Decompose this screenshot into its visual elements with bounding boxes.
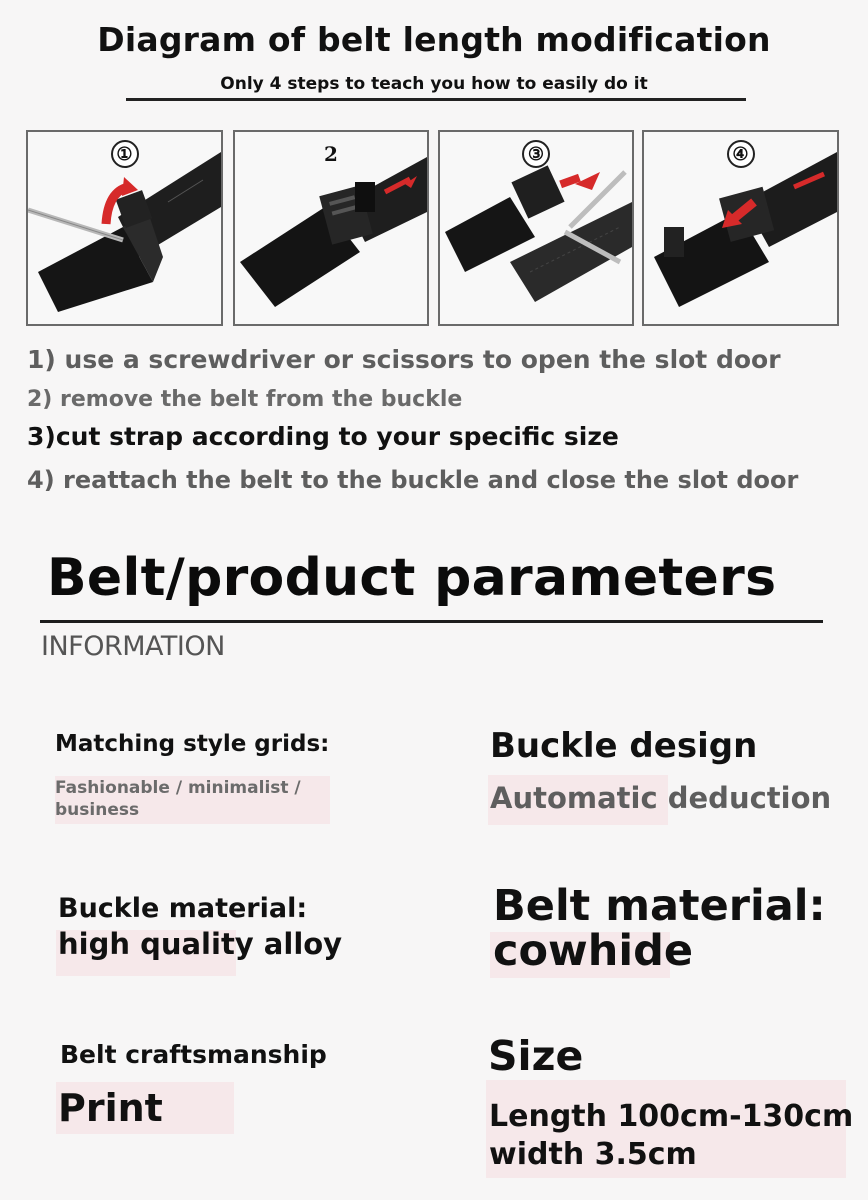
step-panel-4 — [642, 130, 839, 326]
buckle-design-label: Buckle design — [490, 726, 758, 766]
belt-material-value: cowhide — [493, 926, 694, 976]
matching-style-label: Matching style grids: — [55, 731, 330, 757]
matching-style-value-line1: Fashionable / minimalist / — [55, 778, 301, 798]
step-number-2: 2 — [324, 142, 338, 166]
instruction-step-1: 1) use a screwdriver or scissors to open the slot door — [27, 345, 781, 374]
size-length: Length 100cm-130cm — [489, 1099, 854, 1134]
buckle-material-value: high quality alloy — [58, 927, 343, 961]
step-panel-3 — [438, 130, 634, 326]
instruction-step-2: 2) remove the belt from the buckle — [27, 387, 463, 412]
belt-material-label: Belt material: — [493, 881, 826, 931]
craftsmanship-value: Print — [58, 1086, 163, 1130]
step-panel-2 — [233, 130, 429, 326]
step-number-1: ① — [111, 140, 139, 168]
matching-style-value — [55, 776, 330, 824]
buckle-material-label: Buckle material: — [58, 893, 308, 924]
step-panel-1 — [26, 130, 223, 326]
step-number-4: ④ — [727, 140, 755, 168]
diagram-subtitle: Only 4 steps to teach you how to easily do it — [220, 74, 648, 94]
buckle-design-value: Automatic deduction — [490, 781, 832, 815]
size-label: Size — [488, 1032, 584, 1080]
step-number-3: ③ — [522, 140, 550, 168]
size-width: width 3.5cm — [489, 1137, 697, 1172]
matching-style-value-line2: business — [55, 800, 140, 820]
instruction-step-4: 4) reattach the belt to the buckle and close the slot door — [27, 466, 799, 494]
title-divider — [126, 98, 746, 101]
craftsmanship-label: Belt craftsmanship — [60, 1040, 327, 1069]
parameters-divider — [40, 620, 823, 623]
parameters-subtitle: INFORMATION — [41, 631, 225, 662]
instruction-step-3: 3)cut strap according to your specific size — [27, 422, 619, 451]
diagram-title: Diagram of belt length modification — [97, 20, 771, 59]
parameters-title: Belt/product parameters — [47, 548, 777, 608]
